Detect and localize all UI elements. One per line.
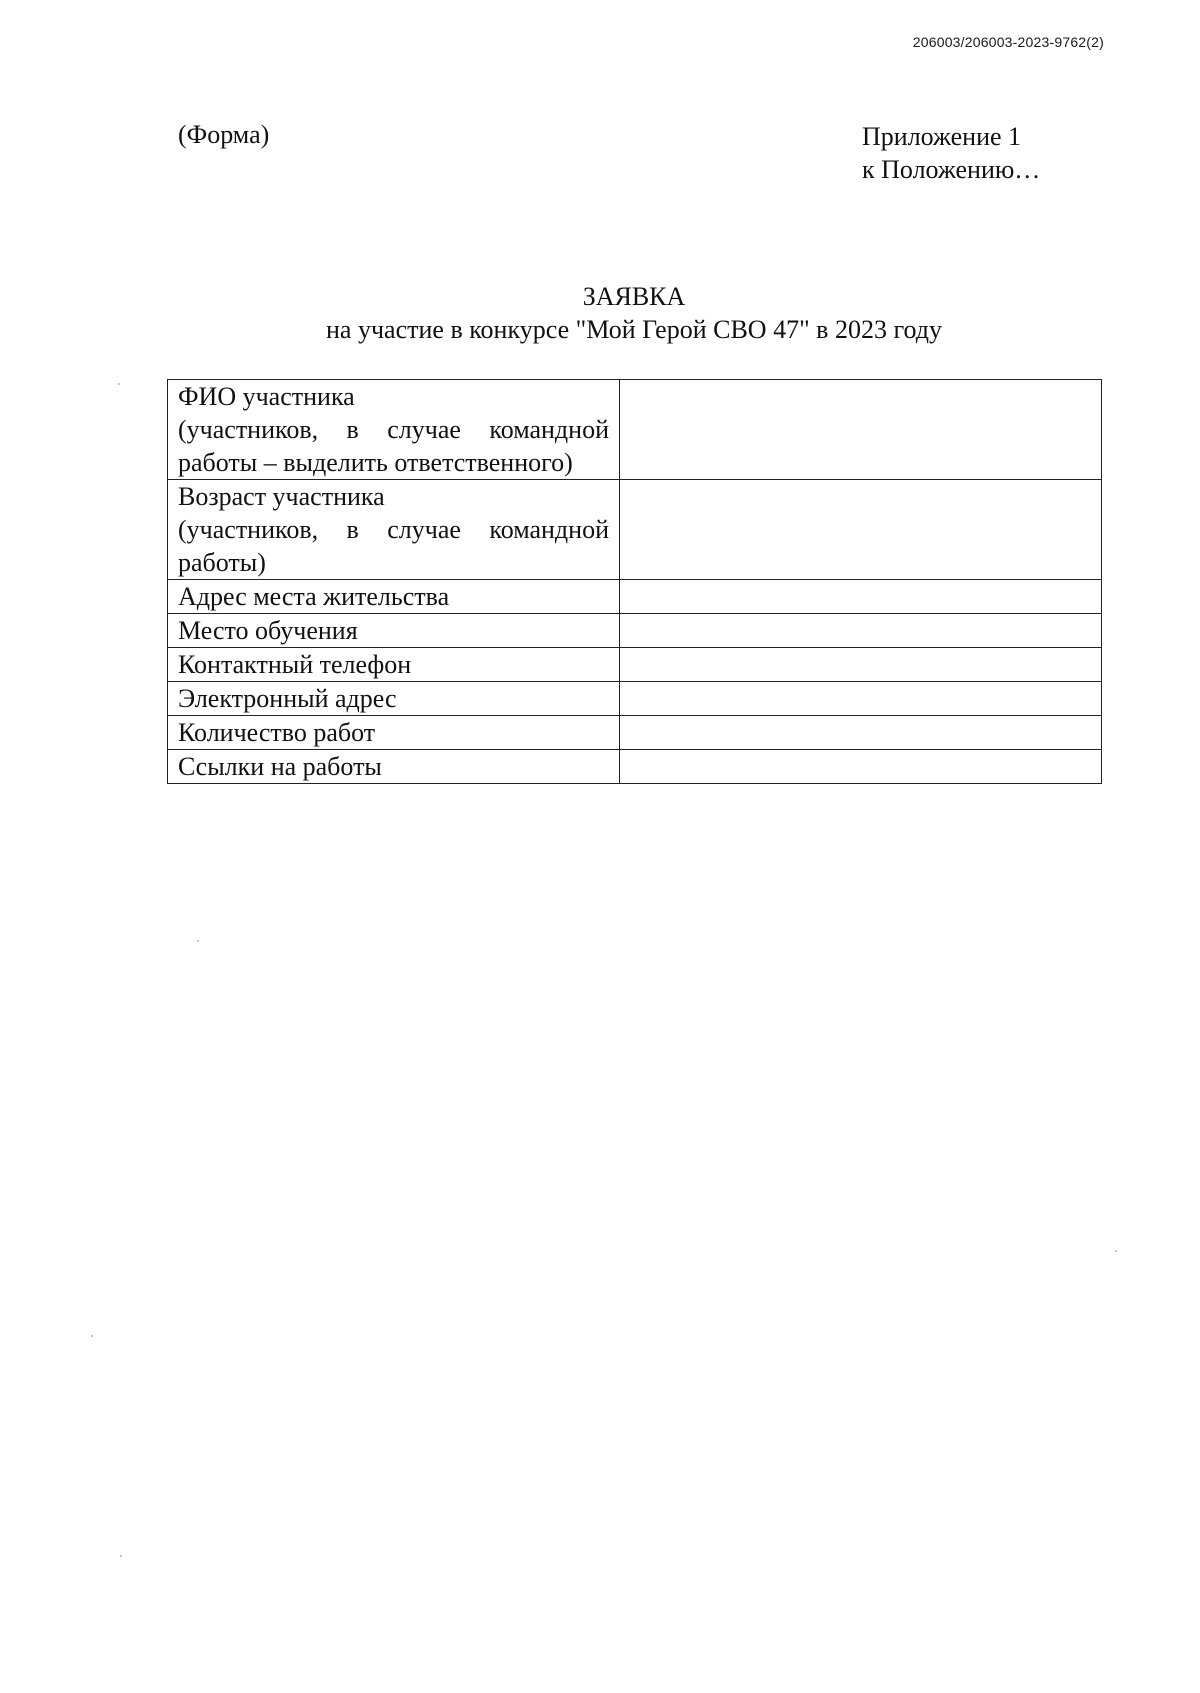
table-row (168, 750, 1102, 784)
scan-speck (1115, 1250, 1117, 1252)
table-row (168, 716, 1102, 750)
appendix-line-2: к Положению… (862, 155, 1041, 184)
document-title: ЗАЯВКА (582, 282, 686, 311)
title-block (0, 280, 1200, 346)
works-links-field[interactable] (620, 750, 1102, 784)
application-table (167, 379, 1102, 784)
scan-speck (91, 1335, 93, 1337)
label-line: ФИО участника (178, 382, 355, 411)
label-line: Возраст участника (178, 482, 385, 511)
document-subtitle: на участие в конкурсе "Мой Герой СВО 47" в 2023 году (326, 315, 942, 344)
table-row (168, 648, 1102, 682)
row-label: Количество работ (168, 716, 620, 750)
appendix-reference (862, 120, 1040, 186)
label-line: (участников, в случае командной (178, 515, 609, 544)
label-line: работы) (178, 548, 266, 577)
label-line: (участников, в случае командной (178, 415, 609, 444)
row-label (168, 380, 620, 480)
table-row (168, 380, 1102, 480)
participant-age-field[interactable] (620, 480, 1102, 580)
scan-speck (120, 1555, 122, 1557)
address-field[interactable] (620, 580, 1102, 614)
row-label: Контактный телефон (168, 648, 620, 682)
phone-field[interactable] (620, 648, 1102, 682)
label-line: работы – выделить ответственного) (178, 448, 573, 477)
table-row (168, 480, 1102, 580)
table-row (168, 580, 1102, 614)
scan-speck (118, 383, 120, 385)
document-id: 206003/206003-2023-9762(2) (912, 34, 1104, 50)
works-count-field[interactable] (620, 716, 1102, 750)
email-field[interactable] (620, 682, 1102, 716)
row-label: Место обучения (168, 614, 620, 648)
table-row (168, 614, 1102, 648)
table-row (168, 682, 1102, 716)
row-label: Ссылки на работы (168, 750, 620, 784)
participant-name-field[interactable] (620, 380, 1102, 480)
appendix-line-1: Приложение 1 (862, 122, 1022, 151)
form-label: (Форма) (178, 120, 270, 149)
study-place-field[interactable] (620, 614, 1102, 648)
scan-speck (197, 940, 199, 942)
row-label (168, 480, 620, 580)
row-label: Адрес места жительства (168, 580, 620, 614)
row-label: Электронный адрес (168, 682, 620, 716)
